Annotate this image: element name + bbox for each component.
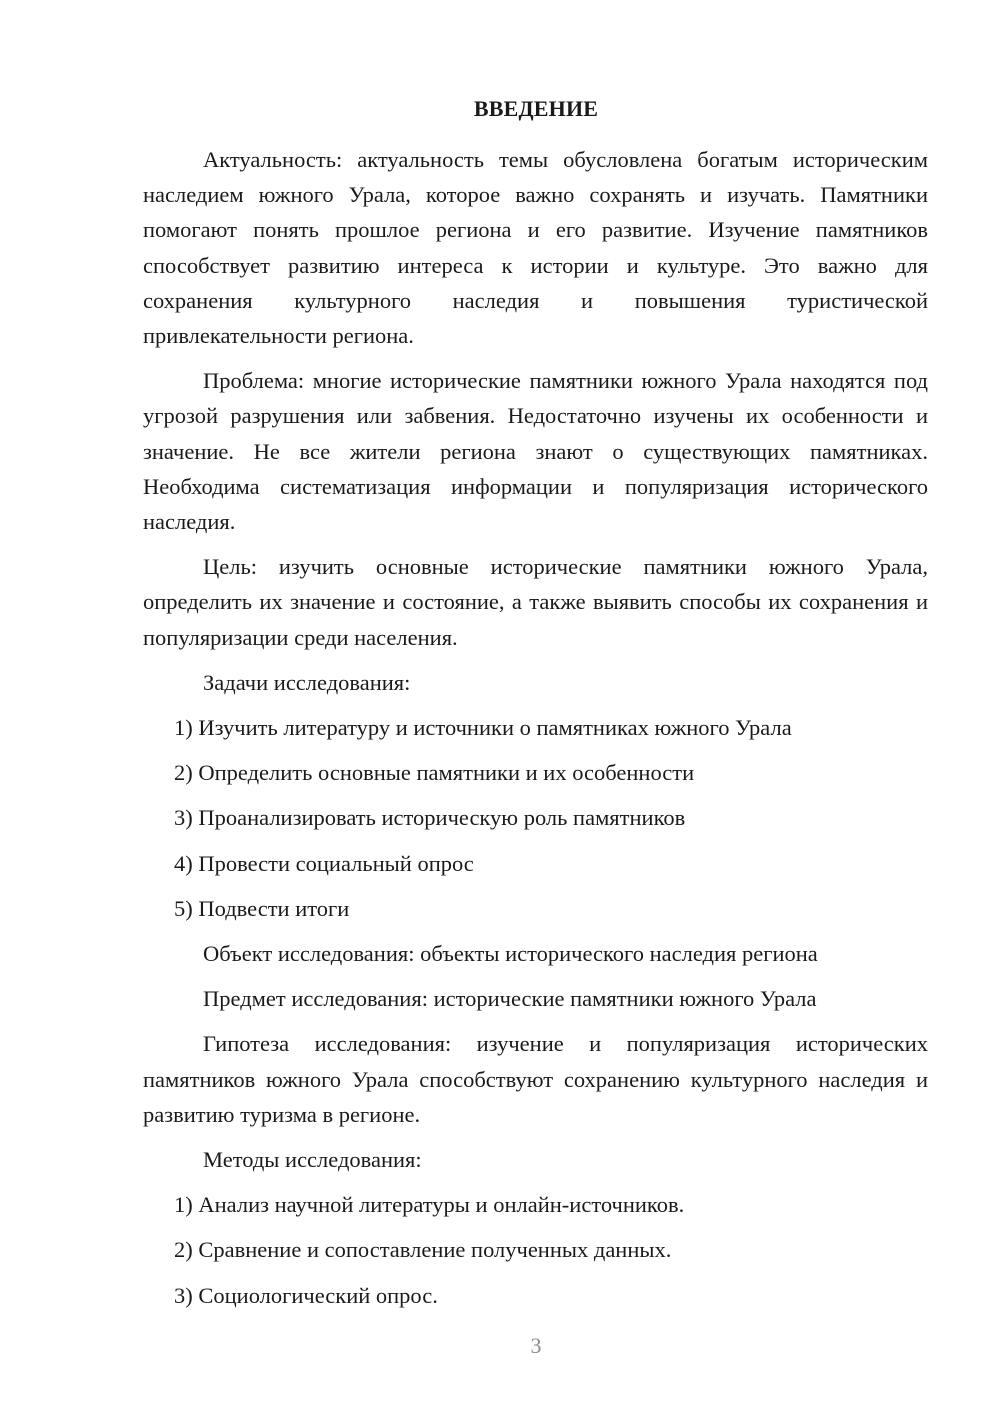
subject-paragraph: Предмет исследования: исторические памятники южного Урала [203, 986, 817, 1012]
task-item: 1) Изучить литературу и источники о памятниках южного Урала [174, 715, 792, 741]
goal-paragraph: Цель: изучить основные исторические памятники южного Урала, определить их значение и состояние, а также выявить способы их сохранения и популяризации среди населения. [143, 554, 928, 650]
section-title: ВВЕДЕНИЕ [473, 96, 599, 121]
methods-heading: Методы исследования: [203, 1147, 422, 1173]
method-item: 2) Сравнение и сопоставление полученных данных. [174, 1237, 672, 1263]
method-item: 1) Анализ научной литературы и онлайн-источников. [174, 1192, 685, 1218]
task-item: 4) Провести социальный опрос [174, 850, 474, 876]
problem-paragraph: Проблема: многие исторические памятники южного Урала находятся под угрозой разрушения или забвения. Недостаточно изучены их особенности и значение. Не все жители региона знают о существующих памятниках. Необходима систематизация информации и популяризация исторического наследия. [143, 368, 928, 535]
method-item: 3) Социологический опрос. [174, 1282, 438, 1308]
task-item: 2) Определить основные памятники и их особенности [174, 760, 695, 786]
page-number: 3 [530, 1333, 542, 1358]
relevance-paragraph: Актуальность: актуальность темы обусловлена богатым историческим наследием южного Урала, которое важно сохранять и изучать. Памятники помогают понять прошлое региона и его развитие. Изучение памятников способствует развитию интереса к истории и культуре. Это важно для сохранения культурного наследия и повышения туристической привлекательности региона. [143, 147, 928, 349]
document-body [143, 142, 928, 1323]
tasks-heading: Задачи исследования: [203, 669, 411, 695]
task-item: 3) Проанализировать историческую роль памятников [174, 805, 686, 831]
hypothesis-paragraph: Гипотеза исследования: изучение и популяризация исторических памятников южного Урала способствуют сохранению культурного наследия и развитию туризма в регионе. [143, 1031, 928, 1127]
object-paragraph: Объект исследования: объекты исторического наследия региона [203, 941, 818, 967]
task-item: 5) Подвести итоги [174, 895, 350, 921]
